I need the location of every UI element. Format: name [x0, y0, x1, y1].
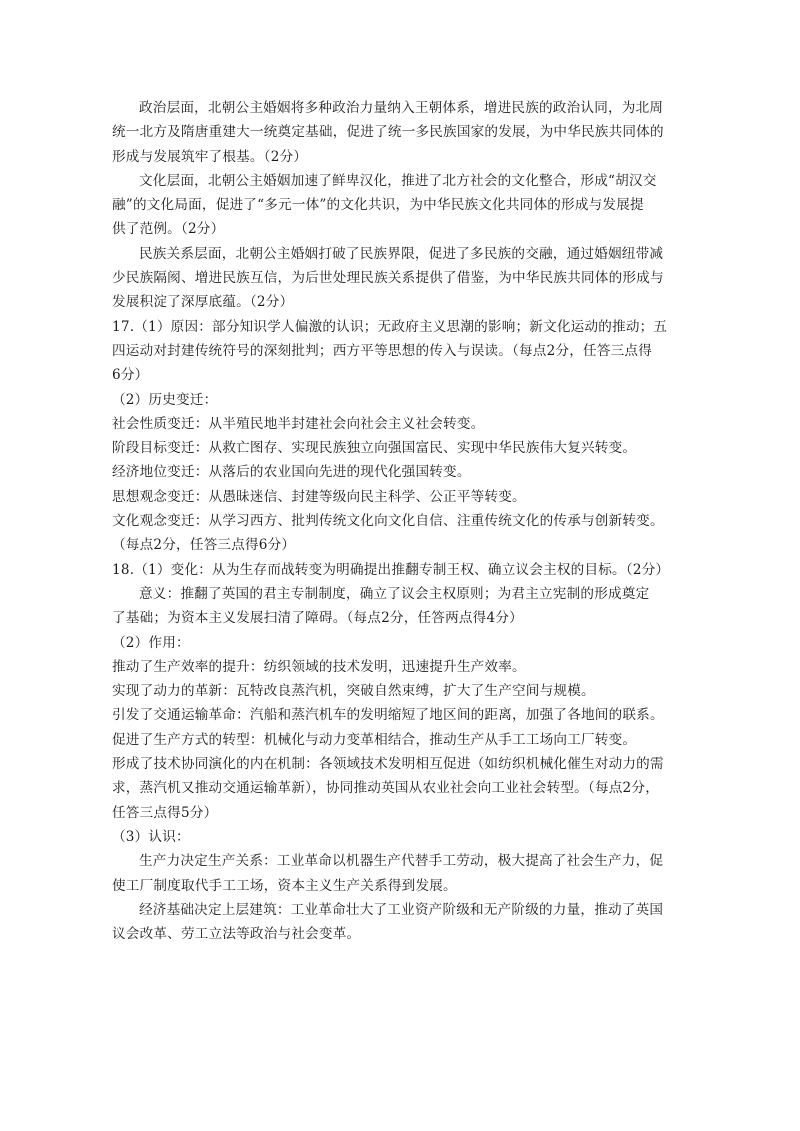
text-line: 形成了技术协同演化的内在机制：各领域技术发明相互促进（如纺织机械化催生对动力的需 — [112, 756, 664, 773]
text-line: 18.（1）变化：从为生存而战转变为明确提出推翻专制王权、确立议会主权的目标。（2分） — [112, 561, 670, 578]
text-line: 经济基础决定上层建筑：工业革命壮大了工业资产阶级和无产阶级的力量，推动了英国 — [139, 901, 664, 918]
text-line: 少民族隔阂、增进民族互信，为后世处理民族关系提供了借鉴，为中华民族共同体的形成与 — [112, 270, 664, 287]
text-line: 发展积淀了深厚底蕴。（2分） — [112, 294, 294, 311]
text-line: 促进了生产方式的转型：机械化与动力变革相结合，推动生产从手工工场向工厂转变。 — [112, 731, 637, 748]
text-line: 实现了动力的革新：瓦特改良蒸汽机，突破自然束缚，扩大了生产空间与规模。 — [112, 683, 595, 700]
text-line: 了基础；为资本主义发展扫清了障碍。（每点2分，任答两点得4分） — [112, 610, 523, 627]
text-line: 政治层面，北朝公主婚姻将多种政治力量纳入王朝体系，增进民族的政治认同，为北周 — [139, 100, 664, 116]
text-line: 文化层面，北朝公主婚姻加速了鲜卑汉化，推进了北方社会的文化整合，形成“胡汉交 — [139, 172, 657, 189]
text-line: 民族关系层面，北朝公主婚姻打破了民族界限，促进了多民族的交融，通过婚姻纽带减 — [139, 245, 664, 262]
text-line: 思想观念变迁：从愚昧迷信、封建等级向民主科学、公正平等转变。 — [112, 488, 526, 505]
text-line: 供了范例。（2分） — [112, 221, 225, 238]
text-line: 议会改革、劳工立法等政治与社会变革。 — [112, 926, 361, 943]
text-line: 意义：推翻了英国的君主专制制度，确立了议会主权原则；为君主立宪制的形成奠定 — [139, 585, 650, 602]
text-line: 文化观念变迁：从学习西方、批判传统文化向文化自信、注重传统文化的传承与创新转变。 — [112, 513, 664, 530]
text-line: 求，蒸汽机又推动交通运输革新），协同推动英国从农业社会向工业社会转型。（每点2分， — [112, 780, 659, 797]
answer-page — [112, 96, 688, 946]
text-line: 四运动对封建传统符号的深刻批判；西方平等思想的传入与误读。（每点2分，任答三点得 — [112, 342, 653, 359]
text-line: （每点2分，任答三点得6分） — [112, 537, 296, 554]
text-line: 任答三点得5分） — [112, 804, 218, 821]
text-line: 使工厂制度取代手工工场，资本主义生产关系得到发展。 — [112, 877, 457, 894]
text-line: 统一北方及隋唐重建大一统奠定基础，促进了统一多民族国家的发展，为中华民族共同体的 — [112, 124, 664, 141]
text-line: 推动了生产效率的提升：纺织领域的技术发明，迅速提升生产效率。 — [112, 658, 526, 675]
text-line: 经济地位变迁：从落后的农业国向先进的现代化强国转变。 — [112, 464, 471, 481]
text-line: 6分） — [112, 367, 149, 384]
text-line: （3）认识： — [112, 828, 190, 845]
text-line: （2）历史变迁： — [112, 391, 218, 408]
text-line: 融”的文化局面，促进了“多元一体”的文化共识，为中华民族文化共同体的形成与发展提 — [112, 197, 644, 214]
text-line: 形成与发展筑牢了根基。（2分） — [112, 148, 308, 165]
text-line: （2）作用： — [112, 634, 190, 651]
text-line: 17.（1）原因：部分知识学人偏激的认识；无政府主义思潮的影响；新文化运动的推动；五 — [112, 318, 668, 335]
text-line: 引发了交通运输革命：汽船和蒸汽机车的发明缩短了地区间的距离，加强了各地间的联系。 — [112, 707, 664, 724]
text-line: 阶段目标变迁：从救亡图存、实现民族独立向强国富民、实现中华民族伟大复兴转变。 — [112, 440, 637, 457]
text-line: 生产力决定生产关系：工业革命以机器生产代替手工劳动，极大提高了社会生产力，促 — [139, 853, 664, 870]
text-line: 社会性质变迁：从半殖民地半封建社会向社会主义社会转变。 — [112, 415, 485, 432]
